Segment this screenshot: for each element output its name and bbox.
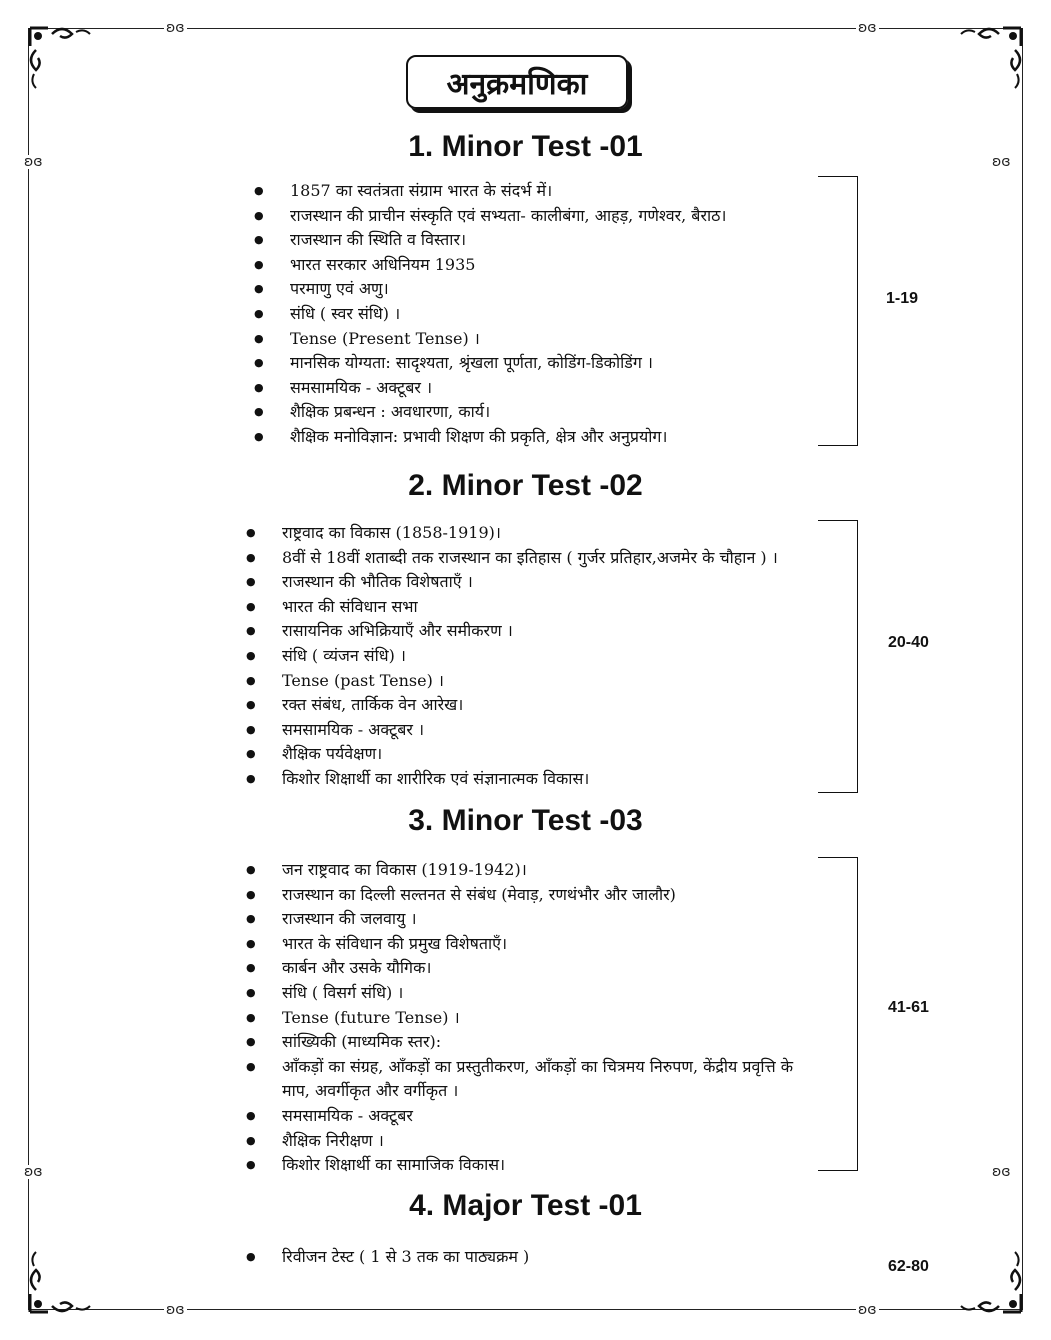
section-heading: 1. Minor Test -01 <box>408 130 643 163</box>
list-item: ● संधि ( स्वर संधि) । <box>254 302 727 327</box>
page-title-box <box>406 55 628 109</box>
list-item: ● सांख्यिकी (माध्यमिक स्तर): <box>246 1030 812 1055</box>
page-range: 41-61 <box>888 999 929 1016</box>
list-item: ● आँकड़ों का संग्रह, आँकड़ों का प्रस्तुतीकरण, आँकड़ों का चित्रमय निरुपण, केंद्रीय प्रवृत्ति के माप, अवर्गीकृत और वर्गीकृत । <box>246 1055 812 1104</box>
list-item: ● राजस्थान की जलवायु । <box>246 907 812 932</box>
border-ornament-icon: ʚɞ <box>992 154 1011 170</box>
section-heading: 4. Major Test -01 <box>409 1189 642 1222</box>
list-item: ● Tense (past Tense) । <box>246 669 778 694</box>
border-ornament-icon: ʚɞ <box>24 1164 43 1180</box>
list-item: ● Tense (future Tense) । <box>246 1006 812 1031</box>
page-title: अनुक्रमणिका <box>446 66 588 102</box>
corner-flourish-icon <box>957 20 1029 92</box>
list-item: ● 1857 का स्वतंत्रता संग्राम भारत के संदर्भ में। <box>254 179 727 204</box>
border-ornament-icon: ʚɞ <box>166 1302 185 1318</box>
border-ornament-icon: ʚɞ <box>858 20 877 36</box>
list-item: ● समसामयिक - अक्टूबर । <box>254 376 727 401</box>
list-item: ● समसामयिक - अक्टूबर <box>246 1104 812 1129</box>
corner-flourish-icon <box>22 1248 94 1320</box>
list-item: ● कार्बन और उसके यौगिक। <box>246 956 812 981</box>
list-item: ● शैक्षिक मनोविज्ञान: प्रभावी शिक्षण की प्रकृति, क्षेत्र और अनुप्रयोग। <box>254 425 727 450</box>
corner-flourish-icon <box>22 20 94 92</box>
page-range-bracket <box>818 520 858 793</box>
page-range: 62-80 <box>888 1258 929 1275</box>
section-heading: 2. Minor Test -02 <box>408 469 643 502</box>
list-item: ● शैक्षिक निरीक्षण । <box>246 1129 812 1154</box>
list-item: ● संधि ( व्यंजन संधि) । <box>246 644 778 669</box>
list-item: ● शैक्षिक पर्यवेक्षण। <box>246 742 778 767</box>
list-item: ● राष्ट्रवाद का विकास (1858-1919)। <box>246 521 778 546</box>
list-item: ● राजस्थान की प्राचीन संस्कृति एवं सभ्यता- कालीबंगा, आहड़, गणेश्वर, बैराठ। <box>254 204 727 229</box>
topic-list <box>246 858 812 1178</box>
topic-list <box>246 521 778 792</box>
topic-list <box>246 1245 529 1270</box>
corner-flourish-icon <box>957 1248 1029 1320</box>
border-ornament-icon: ʚɞ <box>992 1164 1011 1180</box>
section-heading: 3. Minor Test -03 <box>408 804 643 837</box>
list-item: ● शैक्षिक प्रबन्धन : अवधारणा, कार्य। <box>254 400 727 425</box>
list-item: ● राजस्थान की स्थिति व विस्तार। <box>254 228 727 253</box>
list-item: ● 8वीं से 18वीं शताब्दी तक राजस्थान का इतिहास ( गुर्जर प्रतिहार,अजमेर के चौहान ) । <box>246 546 778 571</box>
list-item: ● भारत की संविधान सभा <box>246 595 778 620</box>
list-item: ● जन राष्ट्रवाद का विकास (1919-1942)। <box>246 858 812 883</box>
list-item: ● रासायनिक अभिक्रियाएँ और समीकरण । <box>246 619 778 644</box>
page-range: 20-40 <box>888 634 929 651</box>
list-item: ● किशोर शिक्षार्थी का सामाजिक विकास। <box>246 1153 812 1178</box>
list-item: ● रिवीजन टेस्ट ( 1 से 3 तक का पाठ्यक्रम ) <box>246 1245 529 1270</box>
border-ornament-icon: ʚɞ <box>858 1302 877 1318</box>
list-item: ● रक्त संबंध, तार्किक वेन आरेख। <box>246 693 778 718</box>
page-range-bracket <box>818 857 858 1171</box>
list-item: ● राजस्थान का दिल्ली सल्तनत से संबंध (मेवाड़, रणथंभौर और जालौर) <box>246 883 812 908</box>
list-item: ● संधि ( विसर्ग संधि) । <box>246 981 812 1006</box>
page-range: 1-19 <box>886 290 919 307</box>
list-item: ● Tense (Present Tense) । <box>254 327 727 352</box>
border-ornament-icon: ʚɞ <box>24 154 43 170</box>
list-item: ● मानसिक योग्यता: सादृश्यता, श्रृंखला पूर्णता, कोडिंग-डिकोडिंग । <box>254 351 727 376</box>
list-item: ● भारत के संविधान की प्रमुख विशेषताएँ। <box>246 932 812 957</box>
list-item: ● परमाणु एवं अणु। <box>254 277 727 302</box>
list-item: ● समसामयिक - अक्टूबर । <box>246 718 778 743</box>
list-item: ● किशोर शिक्षार्थी का शारीरिक एवं संज्ञानात्मक विकास। <box>246 767 778 792</box>
page-range-bracket <box>818 176 858 446</box>
topic-list <box>254 179 727 450</box>
list-item: ● भारत सरकार अधिनियम 1935 <box>254 253 727 278</box>
border-ornament-icon: ʚɞ <box>166 20 185 36</box>
list-item: ● राजस्थान की भौतिक विशेषताएँ । <box>246 570 778 595</box>
